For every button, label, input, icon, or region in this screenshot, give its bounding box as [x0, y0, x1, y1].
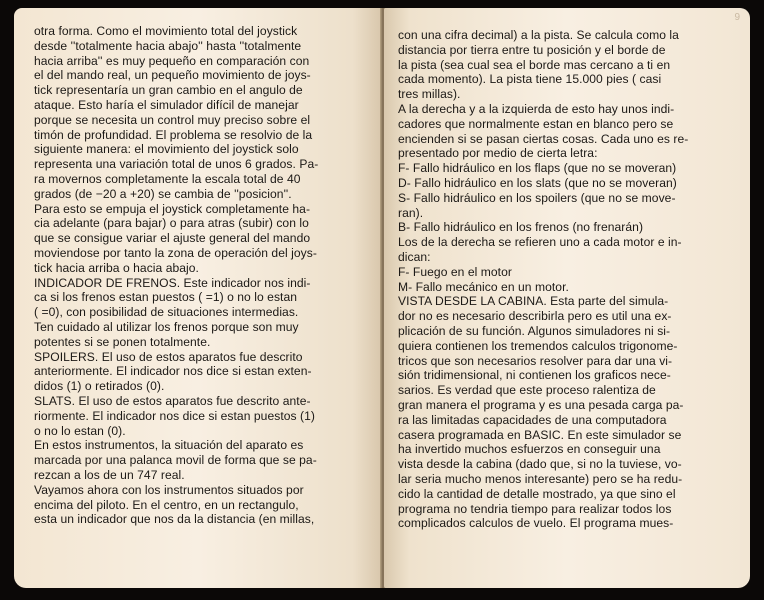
text-line: quiera contienen los tremendos calculos trigonome-: [398, 338, 678, 353]
text-line: tricos que son necesarios resolver para dar una vi-: [398, 353, 673, 368]
text-line: grados (de −20 a +20) se cambia de ''posicion''.: [34, 186, 292, 201]
text-line: dor no es necesario describirla pero es util una ex-: [398, 309, 672, 324]
text-line: lar seria mucho menos interesante) pero se ha redu-: [398, 471, 683, 486]
text-line: representa una variación total de unos 6 grados. Pa-: [34, 157, 319, 172]
text-line: la pista (sea cual sea el borde mas cercano a ti en: [398, 57, 671, 72]
right-page-text: [398, 28, 738, 531]
text-line: ran).: [398, 205, 424, 220]
text-line: vista desde la cabina (dado que, si no la tuviese, vo-: [398, 457, 682, 472]
text-line: gran manera el programa y es una pesada carga pa-: [398, 397, 684, 412]
text-line: ra movernos completamente la escala total de 40: [34, 171, 301, 186]
text-line: ( =0), con posibilidad de situaciones intermedias.: [34, 305, 299, 320]
text-line: A la derecha y a la izquierda de esto hay unos indi-: [398, 101, 675, 116]
text-line: INDICADOR DE FRENOS. Este indicador nos indi-: [34, 275, 311, 290]
text-line: F- Fuego en el motor: [398, 264, 512, 279]
text-line: complicados calculos de vuelo. El programa mues-: [398, 516, 674, 531]
text-line: timón de profundidad. El problema se resolvio de la: [34, 127, 313, 142]
text-line: con una cifra decimal) a la pista. Se calcula como la: [398, 28, 679, 42]
text-line: Ten cuidado al utilizar los frenos porque son muy: [34, 319, 299, 334]
text-line: tres millas).: [398, 87, 461, 102]
left-page-text: [34, 24, 356, 527]
text-line: sión tridimensional, ni contienen los graficos nece-: [398, 368, 671, 383]
text-line: ra las limitadas capacidades de una computadora: [398, 412, 667, 427]
text-line: plicación de su función. Algunos simuladores ni si-: [398, 323, 671, 338]
text-line: marcada por una palanca movil de forma que se pa-: [34, 453, 317, 468]
text-line: F- Fallo hidráulico en los flaps (que no se moveran): [398, 161, 677, 176]
text-line: distancia por tierra entre tu posición y el borde de: [398, 42, 666, 57]
text-line: cido la cantidad de detalle mostrado, ya que sino el: [398, 486, 676, 501]
text-line: tick representaría un gran cambio en el angulo de: [34, 83, 303, 98]
text-line: rezcan a los de un 747 real.: [34, 467, 185, 482]
page-number: 9: [734, 12, 740, 23]
text-line: ha invertido muchos esfuerzos en conseguir una: [398, 442, 661, 457]
text-line: casera programada en BASIC. En este simulador se: [398, 427, 682, 442]
text-line: esta un indicador que nos da la distancia (en millas,: [34, 512, 315, 527]
text-line: riormente. El indicador nos dice si estan puestos (1): [34, 408, 315, 423]
text-line: Para esto se empuja el joystick completamente ha-: [34, 201, 311, 216]
text-line: desde ''totalmente hacia abajo'' hasta ''totalmente: [34, 38, 302, 53]
text-line: cia adelante (para bajar) o para atras (subir) con lo: [34, 216, 309, 231]
text-line: presentado por medio de cierta letra:: [398, 146, 598, 161]
text-line: cadores que normalmente estan en blanco pero se: [398, 116, 674, 131]
text-line: hacia arriba'' es muy pequeño en comparación con: [34, 53, 310, 68]
text-line: sarios. Es verdad que este proceso ralentiza de: [398, 383, 656, 398]
text-line: En estos instrumentos, la situación del aparato es: [34, 438, 304, 453]
text-line: otra forma. Como el movimiento total del joystick: [34, 24, 298, 38]
text-line: el del mando real, un pequeño movimiento de joys-: [34, 68, 311, 83]
text-line: SLATS. El uso de estos aparatos fue descrito ante-: [34, 393, 311, 408]
text-line: D- Fallo hidráulico en los slats (que no se moveran): [398, 175, 677, 190]
text-line: porque se necesita un control muy preciso sobre el: [34, 112, 311, 127]
text-line: encienden si se pasan ciertas cosas. Cada uno es re-: [398, 131, 689, 146]
text-line: encima del piloto. En el centro, en un rectangulo,: [34, 497, 299, 512]
text-line: que se consigue variar el ajuste general del mando: [34, 231, 311, 246]
text-line: potentes si se ponen totalmente.: [34, 334, 211, 349]
text-line: anteriormente. El indicador nos dice si estan exten-: [34, 364, 312, 379]
text-line: ca si los frenos estan puestos ( =1) o no lo estan: [34, 290, 297, 305]
text-line: didos (1) o retirados (0).: [34, 379, 165, 394]
text-line: Los de la derecha se refieren uno a cada motor e in-: [398, 235, 682, 250]
text-line: M- Fallo mecánico en un motor.: [398, 279, 569, 294]
text-line: o no lo estan (0).: [34, 423, 126, 438]
text-line: siguiente manera: el movimiento del joystick solo: [34, 142, 299, 157]
text-line: S- Fallo hidráulico en los spoilers (que no se move-: [398, 190, 676, 205]
text-line: ataque. Esto haría el simulador difícil de manejar: [34, 97, 299, 112]
text-line: dican:: [398, 249, 431, 264]
text-line: B- Fallo hidráulico en los frenos (no frenarán): [398, 220, 644, 235]
text-line: programa no tendria tiempo para realizar todos los: [398, 501, 672, 516]
text-line: cada momento). La pista tiene 15.000 pies ( casi: [398, 72, 662, 87]
text-line: SPOILERS. El uso de estos aparatos fue descrito: [34, 349, 303, 364]
text-line: tick hacia arriba o hacia abajo.: [34, 260, 199, 275]
text-line: Vayamos ahora con los instrumentos situados por: [34, 482, 304, 497]
text-line: moviendose por tanto la zona de operación del joys-: [34, 245, 317, 260]
text-line: VISTA DESDE LA CABINA. Esta parte del simula-: [398, 294, 669, 309]
